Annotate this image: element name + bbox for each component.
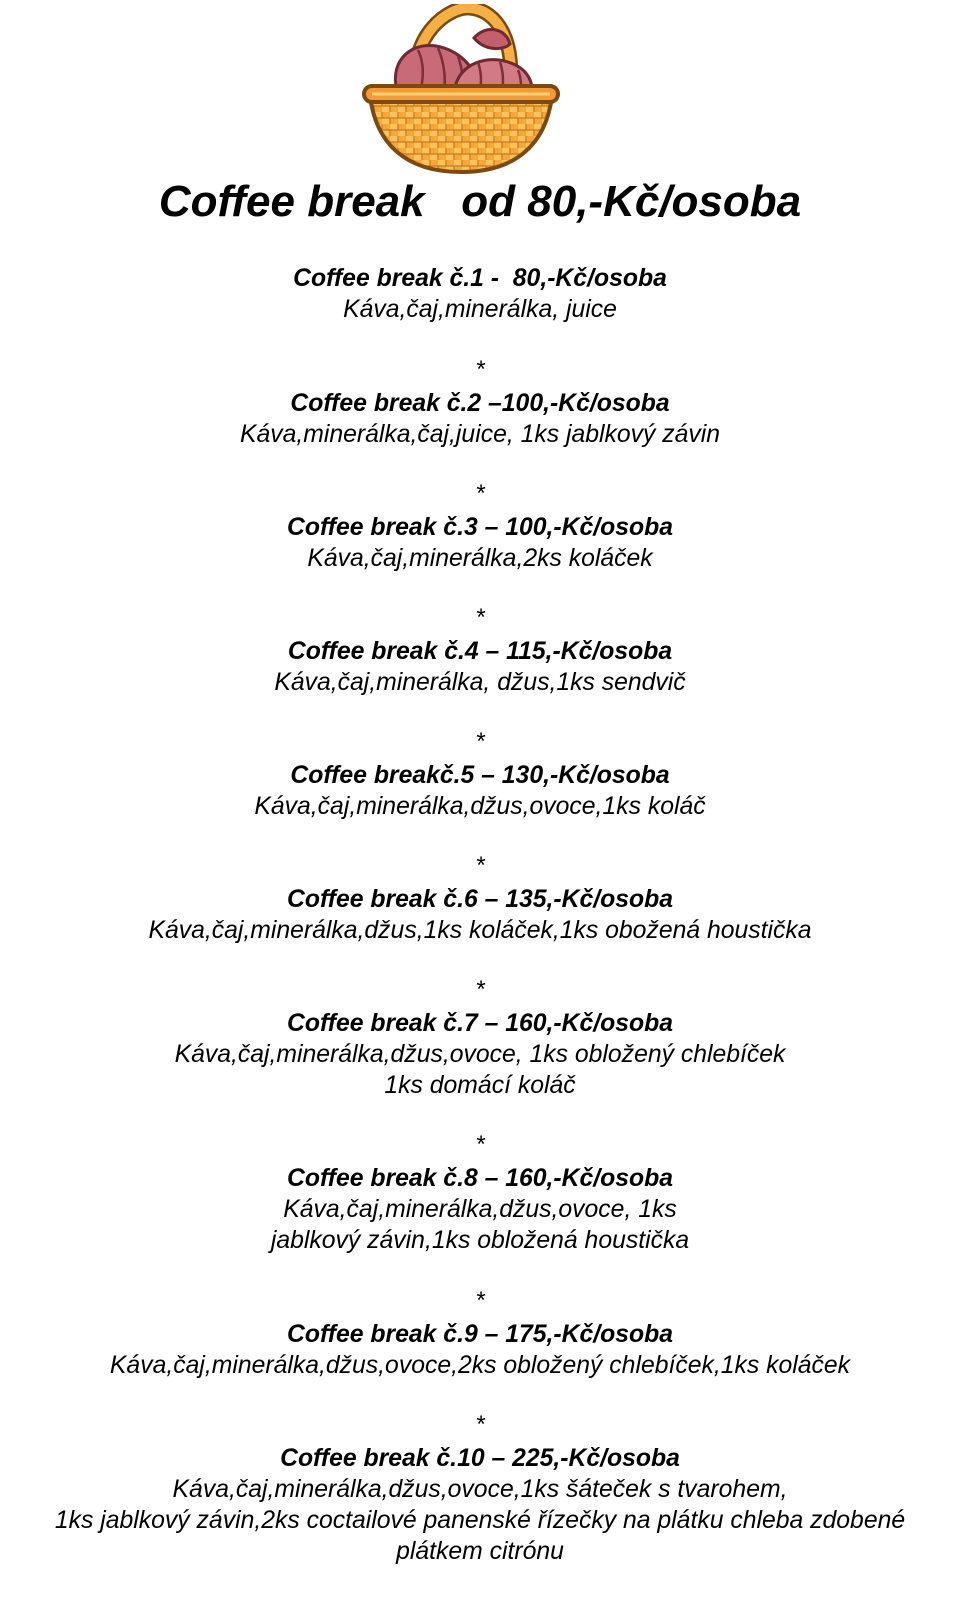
menu-item-line: Káva,čaj,minerálka,džus,ovoce,1ks koláč — [254, 792, 706, 820]
separator-star: * — [475, 852, 485, 879]
menu-item-line: Káva,čaj,minerálka,džus,ovoce,1ks šáteček s tvarohem, — [172, 1475, 788, 1503]
menu-item-6 — [0, 883, 960, 946]
menu-item-8 — [0, 1162, 960, 1256]
menu-item-4 — [0, 635, 960, 698]
separator-star: * — [475, 976, 485, 1003]
menu-item-title: Coffee break č.8 – 160,-Kč/osoba — [286, 1164, 674, 1192]
separator-star: * — [475, 728, 485, 755]
menu-item-title: Coffee break č.3 – 100,-Kč/osoba — [286, 513, 674, 541]
menu-item-line: Káva,čaj,minerálka,džus,ovoce, 1ks — [283, 1195, 677, 1223]
menu-item-title: Coffee break č.6 – 135,-Kč/osoba — [286, 885, 674, 913]
menu-item-line: Káva,minerálka,čaj,juice, 1ks jablkový závin — [239, 420, 721, 448]
menu-item-line: Káva,čaj,minerálka,2ks koláček — [307, 544, 653, 572]
menu-item-line: 1ks jablkový závin,2ks coctailové panenské řízečky na plátku chleba zdobené — [54, 1506, 906, 1534]
basket-croissant-logo — [358, 4, 564, 176]
menu-item-title: Coffee break č.1 - 80,-Kč/osoba — [293, 264, 667, 292]
menu-item-3 — [0, 511, 960, 574]
menu-item-line: Káva,čaj,minerálka,džus,ovoce,2ks obložený chlebíček,1ks koláček — [109, 1351, 851, 1379]
menu-item-10 — [0, 1442, 960, 1567]
separator-star: * — [475, 1411, 485, 1438]
menu-item-line: Káva,čaj,minerálka, džus,1ks sendvič — [274, 668, 686, 696]
menu-item-title: Coffee breakč.5 – 130,-Kč/osoba — [290, 761, 670, 789]
menu-item-title: Coffee break č.7 – 160,-Kč/osoba — [286, 1009, 674, 1037]
menu-item-9 — [0, 1318, 960, 1381]
menu-item-line: Káva,čaj,minerálka,džus,1ks koláček,1ks obožená houstička — [148, 916, 812, 944]
menu-item-5 — [0, 759, 960, 822]
menu-item-1 — [0, 262, 960, 325]
menu-item-line: jablkový závin,1ks obložená houstička — [270, 1226, 690, 1254]
separator-star: * — [475, 604, 485, 631]
menu-item-line: plátkem citrónu — [396, 1537, 564, 1565]
menu-item-7 — [0, 1007, 960, 1101]
separator-star: * — [475, 1131, 485, 1158]
menu-item-title: Coffee break č.9 – 175,-Kč/osoba — [286, 1320, 674, 1348]
menu-item-line: Káva,čaj,minerálka,džus,ovoce, 1ks obložený chlebíček — [174, 1040, 786, 1068]
menu-item-line: Káva,čaj,minerálka, juice — [343, 295, 617, 323]
separator-star: * — [475, 1287, 485, 1314]
menu-item-title: Coffee break č.10 – 225,-Kč/osoba — [280, 1444, 680, 1472]
separator-star: * — [475, 480, 485, 507]
page-title: Coffee break od 80,-Kč/osoba — [158, 177, 802, 226]
menu-item-line: 1ks domácí koláč — [384, 1071, 576, 1099]
menu-item-2 — [0, 387, 960, 450]
menu-item-title: Coffee break č.4 – 115,-Kč/osoba — [287, 637, 673, 665]
menu-item-title: Coffee break č.2 –100,-Kč/osoba — [290, 389, 670, 417]
separator-star: * — [475, 356, 485, 383]
